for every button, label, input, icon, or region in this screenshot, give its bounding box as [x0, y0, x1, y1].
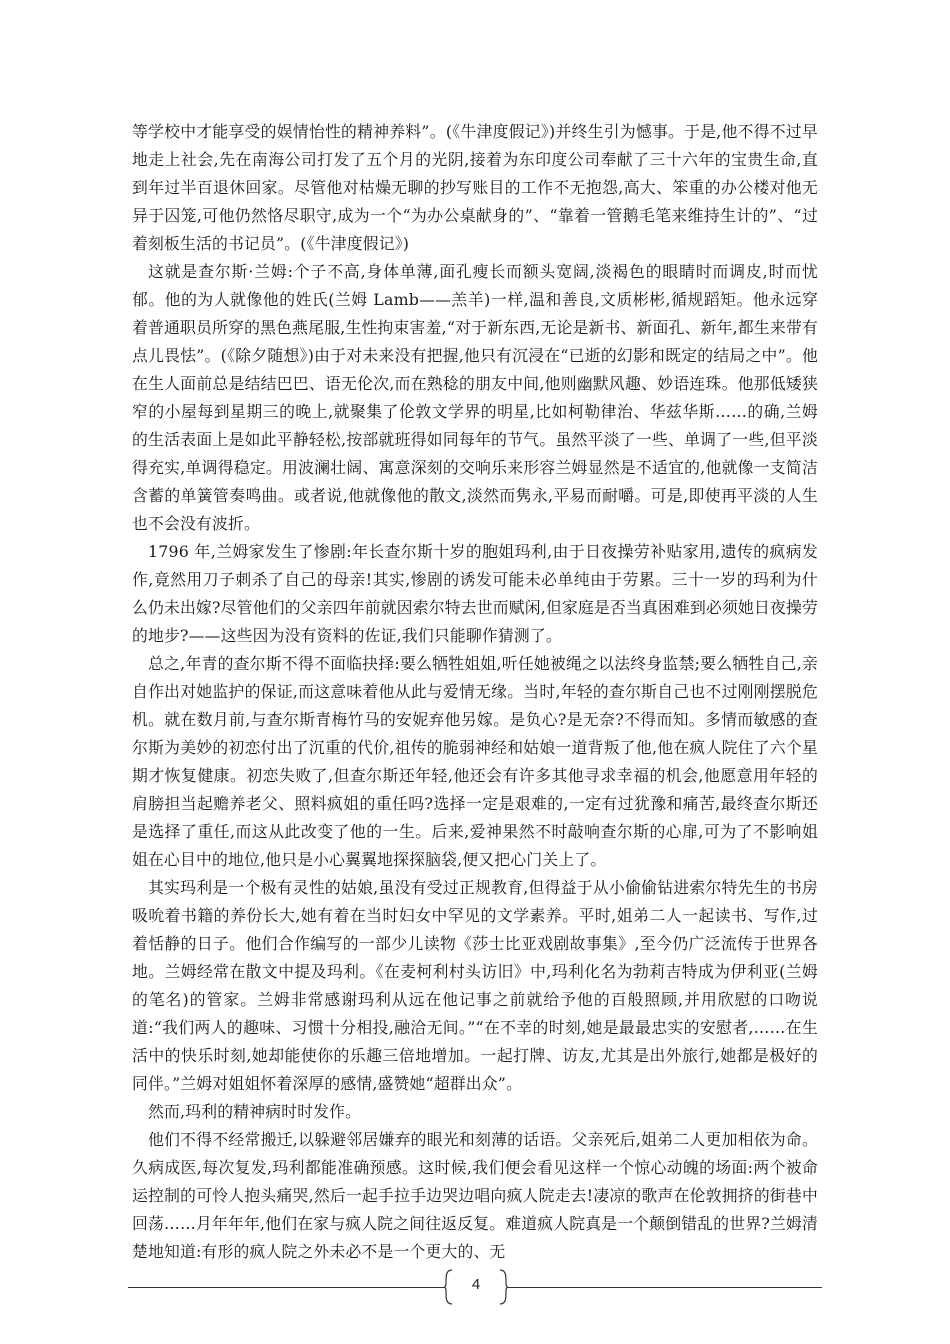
paragraph: 然而,玛利的精神病时时发作。: [148, 1102, 362, 1121]
paragraph: 总之,年青的查尔斯不得不面临抉择:要么牺牲姐姐,听任她被绳之以法终身监禁;要么牺牲自己,亲自作出对她监护的保证,而这意味着他从此与爱情无缘。当时,年轻的查尔斯自己也不过刚刚摆脱危机。就在数月前,与查尔斯青梅竹马的安妮弃他另嫁。是负心?是无奈?不得而知。多情而敏感的查尔斯为美妙的初恋付出了沉重的代价,祖传的脆弱神经和姑娘一道背叛了他,他在疯人院住了六个星期才恢复健康。初恋失败了,但查尔斯还年轻,他还会有许多其他寻求幸福的机会,他愿意用年轻的肩膀担当起赡养老父、照料疯姐的重任吗?选择一定是艰难的,一定有过犹豫和痛苦,最终查尔斯还是选择了重任,而这从此改变了他的一生。后来,爱神果然不时敲响查尔斯的心扉,可为了不影响姐姐在心目中的地位,他只是小心翼翼地探探脑袋,便又把心门关上了。: [132, 654, 818, 869]
paragraph: 这就是查尔斯·兰姆:个子不高,身体单薄,面孔瘦长而额头宽阔,淡褐色的眼睛时而调皮,时而忧郁。他的为人就像他的姓氏(兰姆 Lamb——羔羊)一样,温和善良,文质彬彬,循规蹈矩。他永远穿着普通职员所穿的黑色燕尾服,生性拘束害羞,“对于新东西,无论是新书、新面孔、新年,都生来带有点儿畏怯”。(《除夕随想》)由于对未来没有把握,他只有沉浸在“已逝的幻影和既定的结局之中”。他在生人面前总是结结巴巴、语无伦次,而在熟稔的朋友中间,他则幽默风趣、妙语连珠。他那低矮狭窄的小屋每到星期三的晚上,就聚集了伦敦文学界的明星,比如柯勒律治、华兹华斯……的确,兰姆的生活表面上是如此平静轻松,按部就班得如同每年的节气。虽然平淡了一些、单调了一些,但平淡得充实,单调得稳定。用波澜壮阔、寓意深刻的交响乐来形容兰姆显然是不适宜的,他就像一支简洁含蓄的单簧管奏鸣曲。或者说,他就像他的散文,淡然而隽永,平易而耐嚼。可是,即使再平淡的人生也不会没有波折。: [132, 262, 818, 533]
footer-rule-right: [508, 1287, 822, 1288]
paragraph: 其实玛利是一个极有灵性的姑娘,虽没有受过正规教育,但得益于从小偷偷钻进索尔特先生的书房吸吮着书籍的养份长大,她有着在当时妇女中罕见的文学素养。平时,姐弟二人一起读书、写作,过着恬静的日子。他们合作编写的一部少儿读物《莎士比亚戏剧故事集》,至今仍广泛流传于世界各地。兰姆经常在散文中提及玛利。《在麦柯利村头访旧》中,玛利化名为勃莉吉特成为伊利亚(兰姆的笔名)的管家。兰姆非常感谢玛利从远在他记事之前就给予他的百般照顾,并用欣慰的口吻说道:“我们两人的趣味、习惯十分相投,融洽无间。”“在不幸的时刻,她是最最忠实的安慰者,……在生活中的快乐时刻,她却能使你的乐趣三倍地增加。一起打牌、访友,尤其是出外旅行,她都是极好的同伴。”兰姆对姐姐怀着深厚的感情,盛赞她“超群出众”。: [132, 878, 818, 1093]
paragraph: 他们不得不经常搬迁,以躲避邻居嫌弃的眼光和刻薄的话语。父亲死后,姐弟二人更加相依为命。久病成医,每次复发,玛利都能准确预感。这时候,我们便会看见这样一个惊心动魄的场面:两个被命运控制的可怜人抱头痛哭,然后一起手拉手边哭边唱向疯人院走去!凄凉的歌声在伦敦拥挤的街巷中回荡……月年年年,他们在家与疯人院之间往返反复。难道疯人院真是一个颠倒错乱的世界?兰姆清楚地知道:有形的疯人院之外未必不是一个更大的、无: [132, 1130, 818, 1261]
page-footer: [128, 1268, 822, 1308]
page-number: 4: [471, 1276, 481, 1293]
footer-rule-left: [128, 1287, 444, 1288]
body-text: [132, 118, 818, 1266]
paragraph: 1796 年,兰姆家发生了惨剧:年长查尔斯十岁的胞姐玛利,由于日夜操劳补贴家用,遗传的疯病发作,竟然用刀子刺杀了自己的母亲!其实,惨剧的诱发可能未必单纯由于劳累。三十一岁的玛利为什么仍未出嫁?尽管他们的父亲四年前就因索尔特去世而赋闲,但家庭是否当真困难到必须她日夜操劳的地步?——这些因为没有资料的佐证,我们只能聊作猜测了。: [132, 542, 818, 645]
paragraph: 等学校中才能享受的娱情怡性的精神养料”。(《牛津度假记》)并终生引为憾事。于是,他不得不过早地走上社会,先在南海公司打发了五个月的光阴,接着为东印度公司奉献了三十六年的宝贵生命,直到年过半百退休回家。尽管他对枯燥无聊的抄写账目的工作不无抱怨,高大、笨重的办公楼对他无异于囚笼,可他仍然恪尽职守,成为一个“为办公桌献身的”、“靠着一管鹅毛笔来维持生计的”、“过着刻板生活的书记员”。(《牛津度假记》): [132, 122, 818, 253]
